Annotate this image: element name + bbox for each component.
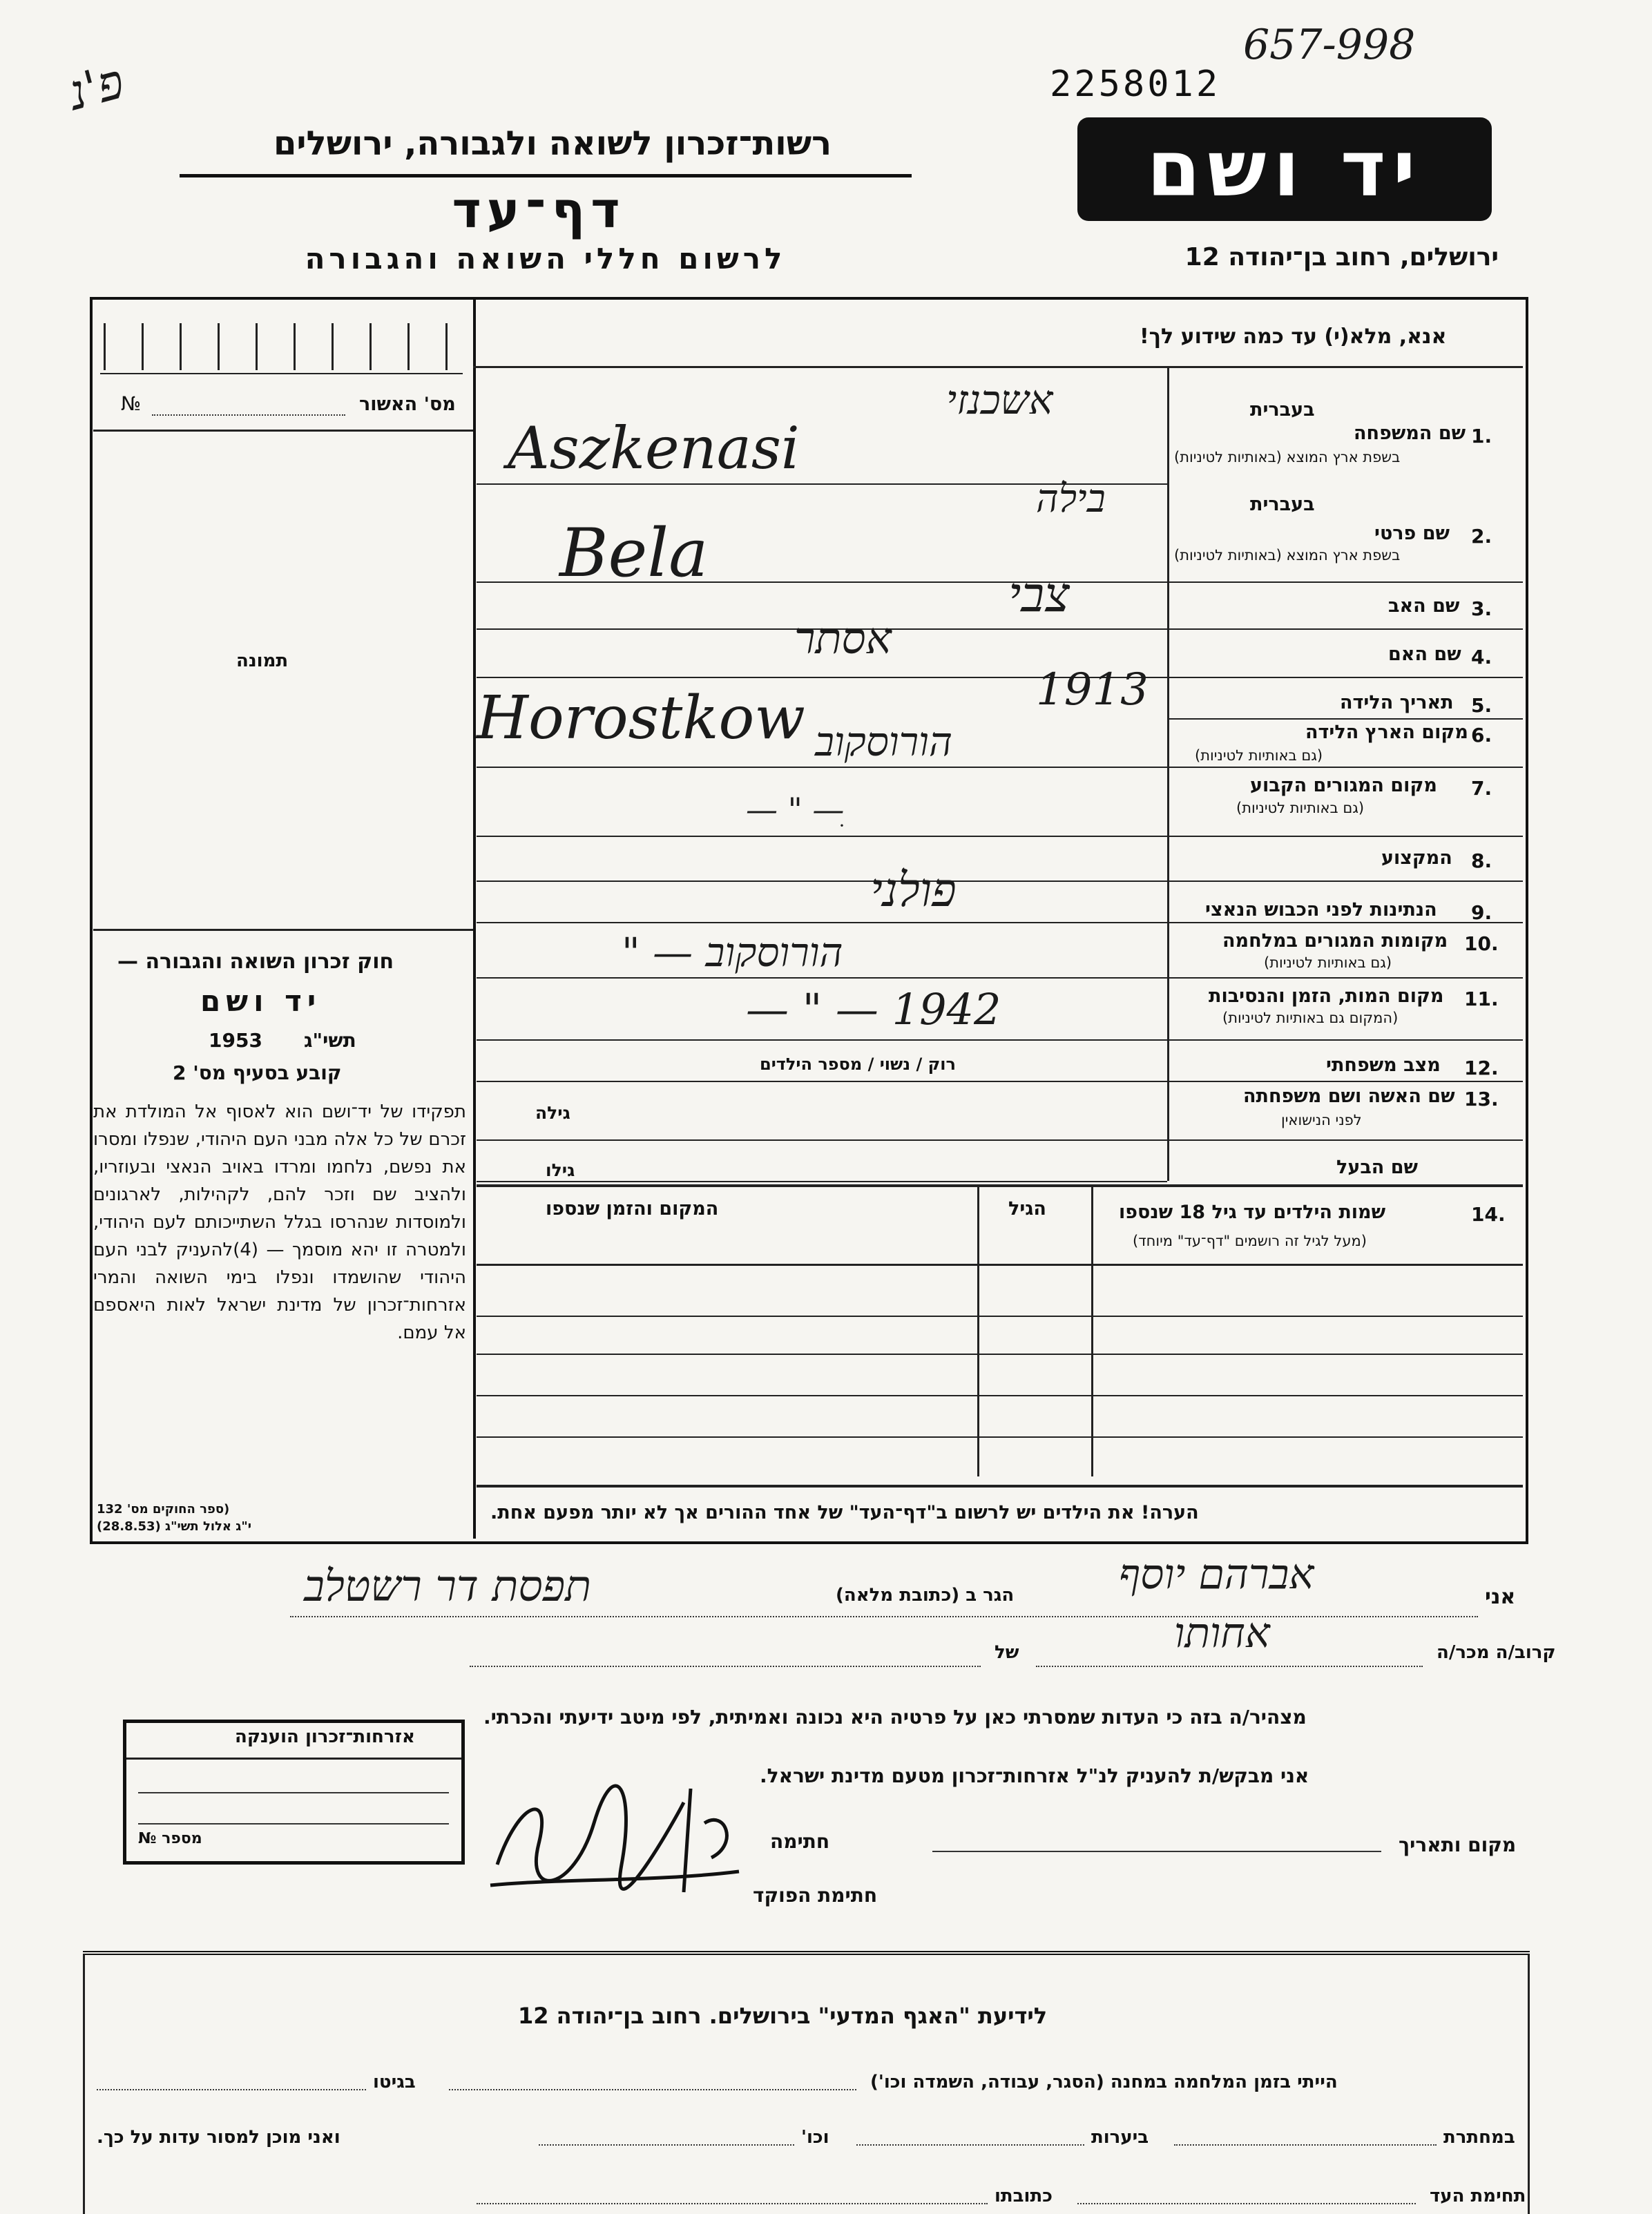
field-4-label: שם האם	[1388, 644, 1461, 665]
children-number: 14.	[1471, 1203, 1506, 1226]
row-line-8	[1167, 880, 1523, 882]
instruction-divider	[473, 366, 1523, 368]
law-clause: קובע בסעיף מס' 2	[173, 1061, 342, 1084]
citizenship-line-1	[138, 1792, 449, 1793]
children-col-place: המקום והזמן שנספו	[546, 1198, 719, 1220]
row-line-6	[1167, 767, 1523, 768]
law-name: יד ושם	[200, 984, 322, 1018]
field-10-number: 10.	[1464, 932, 1499, 955]
footer-line1-dots	[449, 2089, 856, 2090]
citizenship-box-divider	[126, 1758, 461, 1760]
official-signature-label: חתימת הפוקד	[753, 1884, 878, 1907]
approval-number-label: מס' האשור	[359, 394, 456, 415]
field-11-label: מקום המות, הזמן והנסיבות	[1209, 985, 1444, 1007]
org-name: רשות־זכרון לשואה ולגבורה, ירושלים	[273, 124, 832, 163]
footer-line1-prefix: הייתי בזמן המלחמה במחנה (הסגר, עבודה, השמדה וכו')	[870, 2072, 1338, 2092]
footer-divider	[83, 1951, 1530, 1955]
tick-boxes	[104, 323, 463, 370]
nationality-value: פולני	[870, 863, 957, 918]
field-6-number: 6.	[1471, 724, 1492, 747]
value-line-14	[477, 1181, 1167, 1182]
approval-number-line	[152, 414, 345, 416]
field-1-sub: בשפת ארץ המוצא (באותיות לטיניות)	[1174, 449, 1401, 465]
field-12-label: מצב משפחתי	[1326, 1055, 1441, 1076]
field-3-number: 3.	[1471, 597, 1492, 620]
yad-vashem-logo: יד ושם	[1077, 117, 1492, 221]
field-1-extra: בעברית	[1250, 399, 1315, 421]
field-1-label: שם המשפחה	[1354, 423, 1466, 444]
value-line-9	[477, 922, 1167, 923]
citizenship-box-title: אזרחות־זכרון הוענקה	[235, 1726, 415, 1747]
citizenship-line-2	[138, 1823, 449, 1825]
footer-underground-dots	[1174, 2144, 1437, 2146]
field-11-number: 11.	[1464, 988, 1499, 1010]
declarant-line-1	[290, 1616, 1478, 1617]
photo-label: תמונה	[236, 651, 289, 671]
field-11-sub: (המקום גם באותיות לטיניות)	[1222, 1010, 1399, 1026]
row-line-12	[1167, 1081, 1523, 1082]
field-4-number: 4.	[1471, 646, 1492, 668]
footer-address-dots	[477, 2203, 988, 2204]
children-sub: (מעל לגיל זה רושמים "דף־עד" מיוחד)	[1133, 1233, 1367, 1249]
row-line-4	[1167, 677, 1523, 678]
relation-line	[1036, 1666, 1423, 1667]
law-reference-1: (ספר החוקים מס' 132	[97, 1502, 230, 1517]
law-text: תפקידו של יד־ושם הוא לאסוף אל המולדת את זכרם של כל אלה מבני העם היהודי, שנפלו ומסרו את נפשם, נלחמו ומרדו באויב הנאצי ובעוזריו, ולהציב שם וזכר להם, לקהילות, לארגונים ולמוסדות שנהרסו בגלל השתייכותם לעם היהודי, ולמטרה זו יהא מוסמך — (4)להעניק לבני העם היהודי שהושמדו ונפלו בימי השואה והמרי אזרחות־זכרון של מדינת ישראל לאות היאספם אל עמם.	[93, 1101, 466, 1343]
row-line-11	[1167, 1039, 1523, 1041]
children-row-3	[477, 1395, 1523, 1396]
age-label-husband: גילו	[546, 1160, 575, 1180]
footer-witness-signature: תחימת העד	[1430, 2186, 1526, 2206]
field-9-number: 9.	[1471, 901, 1492, 924]
signature-label: חתימה	[770, 1830, 830, 1853]
citizenship-number-label: מספר №	[138, 1830, 202, 1847]
children-row-2	[477, 1354, 1523, 1355]
field-10-sub: (גם באותיות לטיניות)	[1264, 954, 1392, 971]
declarant-address-label: הגר ב (כתובת מלאה)	[836, 1585, 1015, 1606]
field-13-sub: לפני הנישואין	[1281, 1112, 1362, 1128]
field-2-extra: בעברית	[1250, 494, 1315, 515]
field-12-number: 12.	[1464, 1057, 1499, 1079]
org-underline	[180, 174, 912, 177]
children-row-1	[477, 1316, 1523, 1317]
footer-address: כתובתו	[995, 2186, 1053, 2206]
birth-date-value: 1913	[1036, 664, 1149, 715]
children-label: שמות הילדים עד גיל 18 שנספו	[1119, 1202, 1386, 1223]
footer-etc-dots	[539, 2144, 794, 2146]
birthplace-latin-value: Horostkow	[477, 684, 805, 753]
value-line-11	[477, 1039, 1167, 1041]
children-col-divider-2	[1091, 1186, 1093, 1476]
address: ירושלים, רחוב בן־יהודה 12	[1184, 243, 1499, 271]
of-label: של	[995, 1642, 1019, 1663]
birthplace-hebrew-value: הורוסקוב	[815, 718, 952, 765]
father-name-value: צבי	[1008, 566, 1070, 623]
children-row-4	[477, 1436, 1523, 1438]
children-col-divider-1	[977, 1186, 979, 1476]
law-year: 1953	[209, 1029, 262, 1052]
footer-left-edge	[83, 1954, 85, 2214]
place-date-label: מקום ותאריך	[1399, 1833, 1517, 1856]
field-8-number: 8.	[1471, 849, 1492, 872]
residence-value: ׅ— " —	[746, 791, 845, 828]
corner-handwritten-note: פ'נ	[62, 52, 130, 122]
form-title: דף־עד	[452, 181, 626, 239]
children-col-age: הגיל	[1008, 1198, 1046, 1220]
age-label-wife: גילה	[535, 1103, 570, 1123]
field-5-label: תאריך הלידה	[1340, 692, 1454, 713]
of-line	[470, 1666, 981, 1667]
law-year-heb: תשי"ג	[304, 1029, 356, 1052]
field-10-label: מקומות המגורים במלחמה	[1222, 930, 1448, 952]
children-note: הערה! את הילדים יש לרשום ב"דף־העד" של אחד ההורים אך לא יותר מפעם אחת.	[490, 1502, 1199, 1523]
row-line-5	[1167, 718, 1523, 720]
footer-witness-dots	[1077, 2203, 1416, 2204]
footer-right-edge	[1528, 1954, 1530, 2214]
declarant-ani-label: אני	[1485, 1585, 1516, 1609]
row-line-3	[1167, 628, 1523, 630]
left-panel	[90, 297, 476, 1539]
field-9-label: הנתינות לפני הכבוש הנאצי	[1205, 899, 1437, 921]
wartime-residence-value: הורוסקוב — "	[622, 929, 843, 976]
declarant-address-value: תפסת דר רשטלב	[304, 1561, 591, 1611]
value-line-13	[477, 1139, 1167, 1141]
request-text: אני מבקש/ת להעניק לנ"ל אזרחות־זכרון מטעם מדינת ישראל.	[760, 1764, 1309, 1787]
form-subtitle: לרשום חללי השואה והגבורה	[305, 242, 787, 276]
footer-line1-suffix: בגיטו	[373, 2072, 416, 2092]
approval-no-mark: №	[121, 392, 142, 415]
field-3-label: שם האב	[1388, 595, 1460, 617]
surname-latin-value: Aszkenasi	[508, 414, 800, 482]
field-5-number: 5.	[1471, 694, 1492, 717]
law-title: חוק זכרון השואה והגבורה —	[117, 950, 394, 974]
value-line-8	[477, 880, 1167, 882]
children-header-bottom	[477, 1264, 1523, 1266]
footer-underground: במחתרת	[1443, 2127, 1515, 2148]
field-13-number: 13.	[1464, 1088, 1499, 1110]
footer-line1-dots-2	[97, 2089, 366, 2090]
field-8-label: המקצוע	[1381, 847, 1452, 869]
label-column-divider	[1167, 366, 1169, 1181]
husband-label: שם הבעל	[1336, 1157, 1419, 1178]
field-7-sub: (גם באותיות לטיניות)	[1236, 800, 1365, 816]
field-2-number: 2.	[1471, 525, 1492, 548]
form-instruction: אנא, מלא(י) עד כמה שידוע לך!	[1140, 325, 1447, 349]
footer-title: לידיעת "האגף המדעי" בירושלים. רחוב בן־יהודה 12	[518, 2003, 1048, 2029]
field-2-sub: בשפת ארץ המוצא (באותיות לטיניות)	[1174, 547, 1401, 564]
value-line-12	[477, 1081, 1167, 1082]
declarant-name-value: אברהם יוסף	[1119, 1550, 1314, 1599]
archive-number: 657-998	[1243, 21, 1416, 69]
field-7-number: 7.	[1471, 777, 1492, 800]
value-line-6	[477, 767, 1167, 768]
row-line-13	[1167, 1139, 1523, 1141]
place-date-line	[932, 1851, 1381, 1852]
declaration-text: מצהיר/ה בזה כי העדות שמסרתי כאן על פרטיה היא נכונה ואמיתית, לפי מיטב ידיעתי והכרתי.	[483, 1706, 1307, 1729]
firstname-hebrew-value: בילה	[1036, 477, 1106, 521]
footer-testimony-ready: ואני מוכן למסור עדות על כך.	[97, 2127, 340, 2148]
field-6-label: מקום הארץ הלידה	[1305, 722, 1468, 743]
value-line-7	[477, 836, 1167, 837]
serial-number: 2258012	[1050, 64, 1221, 105]
surname-hebrew-value: אשכנזי	[946, 376, 1053, 423]
relation-value: אחותו	[1174, 1609, 1270, 1657]
law-reference-2: י"ג אלול תשי"ג (28.8.53)	[97, 1519, 252, 1534]
row-line-7	[1167, 836, 1523, 837]
row-line-2	[1167, 581, 1523, 583]
footer-forests: ביערות	[1091, 2127, 1149, 2148]
field-1-number: 1.	[1471, 425, 1492, 447]
handwritten-signature	[477, 1761, 753, 1906]
approval-divider	[93, 430, 473, 432]
field-2-label: שם פרטי	[1374, 523, 1450, 544]
photo-divider	[93, 929, 473, 931]
field-13-label: שם האשה ושם משפחתה	[1243, 1086, 1455, 1107]
row-line-9	[1167, 922, 1523, 923]
footer-etc: וכו'	[801, 2127, 829, 2148]
death-place-value: 1942 — " —	[746, 984, 1001, 1034]
children-top	[477, 1184, 1523, 1187]
marital-status-options: רוק / נשוי / מספר הילדים	[760, 1055, 956, 1074]
mother-name-value: אסתר	[794, 613, 892, 664]
row-line-10	[1167, 977, 1523, 979]
children-bottom	[477, 1485, 1523, 1488]
value-line-10	[477, 977, 1167, 979]
footer-forests-dots	[856, 2144, 1084, 2146]
firstname-latin-value: Bela	[559, 514, 709, 592]
relation-label: קרוב/ה מכר/ה	[1437, 1642, 1556, 1663]
tick-baseline	[100, 373, 463, 374]
field-7-label: מקום המגורים הקבוע	[1250, 775, 1437, 796]
field-6-sub: (גם באותיות לטיניות)	[1195, 747, 1323, 764]
